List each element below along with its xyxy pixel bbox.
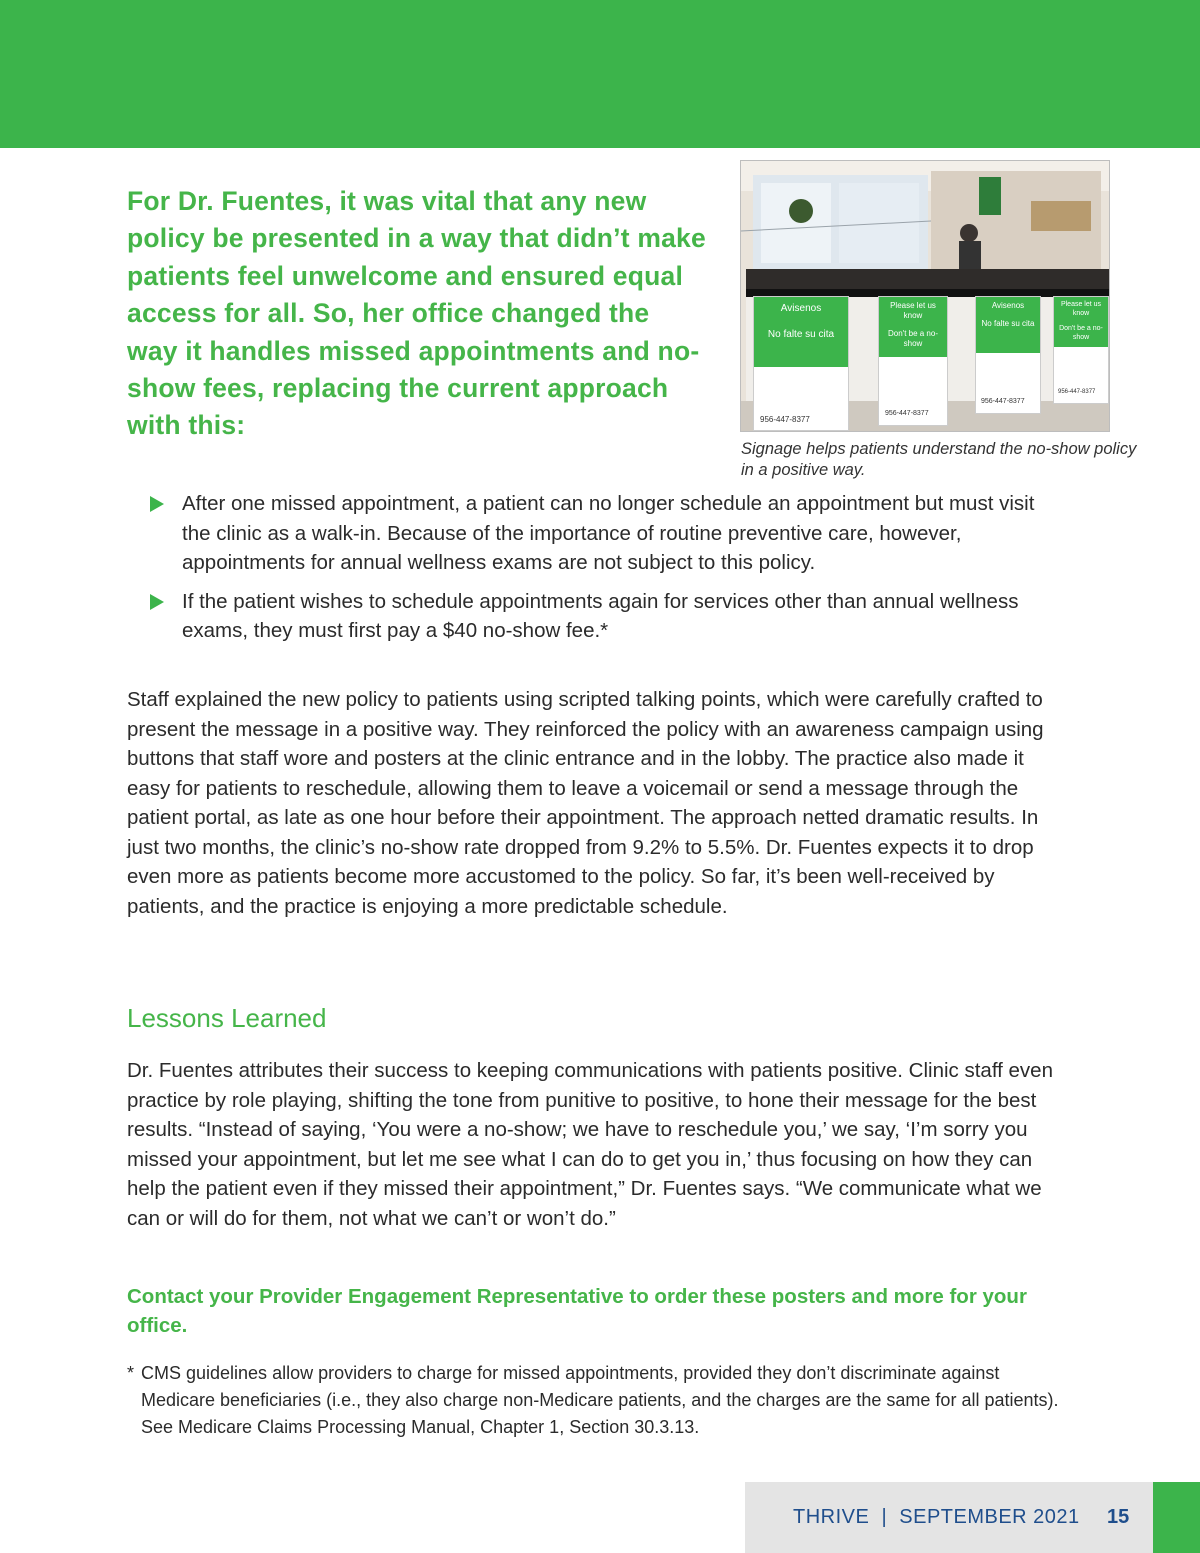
pull-quote: For Dr. Fuentes, it was vital that any new policy be presented in a way that didn’t make patients feel unwelcome and ensured equal access for all. So, her office changed the way it handles missed appointments and no-show fees, replacing the current approach with this: <box>127 186 706 441</box>
poster-line: No falte su cita <box>767 329 835 340</box>
poster <box>1053 296 1109 404</box>
clinic-signage-photo <box>740 160 1110 432</box>
photo-caption: Signage helps patients understand the no-show policy in a positive way. <box>741 440 1137 479</box>
footnote <box>127 1360 1062 1441</box>
poster <box>753 296 849 431</box>
call-to-action: Contact your Provider Engagement Representative to order these posters and more for your office. <box>127 1285 1027 1337</box>
footnote-mark: * <box>127 1363 135 1383</box>
poster-phone: 956-447-8377 <box>760 415 810 424</box>
poster-title: Please let us know <box>1060 301 1102 317</box>
poster <box>975 296 1041 414</box>
triangle-bullet-icon <box>150 594 164 610</box>
body-paragraph: Dr. Fuentes attributes their success to keeping communications with patients positive. Clinic staff even practice by role playing, shifting the tone from punitive to positive, to hone their message for the best results. “Instead of saying, ‘You were a no-show; we have to reschedule you,’ we say, ‘I’m sorry you missed your appointment, but let me see what I can do to get you in,’ thus focusing on how they can help the patient even if they missed their appointment,” Dr. Fuentes says. “We communicate what we can or will do for them, not what we can’t or won’t do.” <box>127 1059 1053 1230</box>
poster-line: No falte su cita <box>981 319 1035 328</box>
triangle-bullet-icon <box>150 496 164 512</box>
body-paragraph: Staff explained the new policy to patients using scripted talking points, which were carefully crafted to present the message in a positive way. They reinforced the policy with an awareness campaign using buttons that staff wore and posters at the clinic entrance and in the lobby. The practice also made it easy for patients to reschedule, allowing them to leave a voicemail or send a message through the patient portal, as late as one hour before their appointment. The approach netted dramatic results. In just two months, the clinic’s no-show rate dropped from 9.2% to 5.5%. Dr. Fuentes expects it to drop even more as patients become more accustomed to the policy. So far, it’s been well-received by patients, and the practice is enjoying a more predictable schedule. <box>127 688 1044 918</box>
poster-title: Please let us know <box>890 301 936 320</box>
header-color-band <box>0 0 1200 148</box>
page-footer <box>745 1482 1153 1553</box>
poster-phone: 956-447-8377 <box>885 410 929 417</box>
poster-title: Avisenos <box>780 303 822 314</box>
policy-bullet-list <box>150 489 1060 655</box>
poster-line: Don't be a no-show <box>887 329 938 348</box>
footnote-text: CMS guidelines allow providers to charge for missed appointments, provided they don’t discriminate against Medicare beneficiaries (i.e., they also charge non-Medicare patients, and the charges are the same for all patients). See Medicare Claims Processing Manual, Chapter 1, Section 30.3.13. <box>141 1363 1059 1437</box>
poster-group <box>753 296 1110 431</box>
bullet-text: After one missed appointment, a patient can no longer schedule an appointment but must visit the clinic as a walk-in. Because of the importance of routine preventive care, however, appointments for annual wellness exams are not subject to this policy. <box>182 492 1035 574</box>
publication-label: THRIVE | SEPTEMBER 2021 <box>793 1506 1080 1528</box>
section-heading: Lessons Learned <box>127 1003 327 1033</box>
poster-phone: 956-447-8377 <box>1058 389 1096 395</box>
footer-color-tab <box>1153 1482 1200 1553</box>
poster <box>878 296 948 426</box>
poster-phone: 956-447-8377 <box>981 398 1025 405</box>
list-item <box>150 489 1060 578</box>
poster-line: Don't be a no-show <box>1059 325 1103 341</box>
list-item <box>150 587 1060 646</box>
poster-title: Avisenos <box>991 301 1025 310</box>
page-number: 15 <box>1107 1506 1130 1528</box>
bullet-text: If the patient wishes to schedule appointments again for services other than annual wellness exams, they must first pay a $40 no-show fee.* <box>182 589 1019 642</box>
